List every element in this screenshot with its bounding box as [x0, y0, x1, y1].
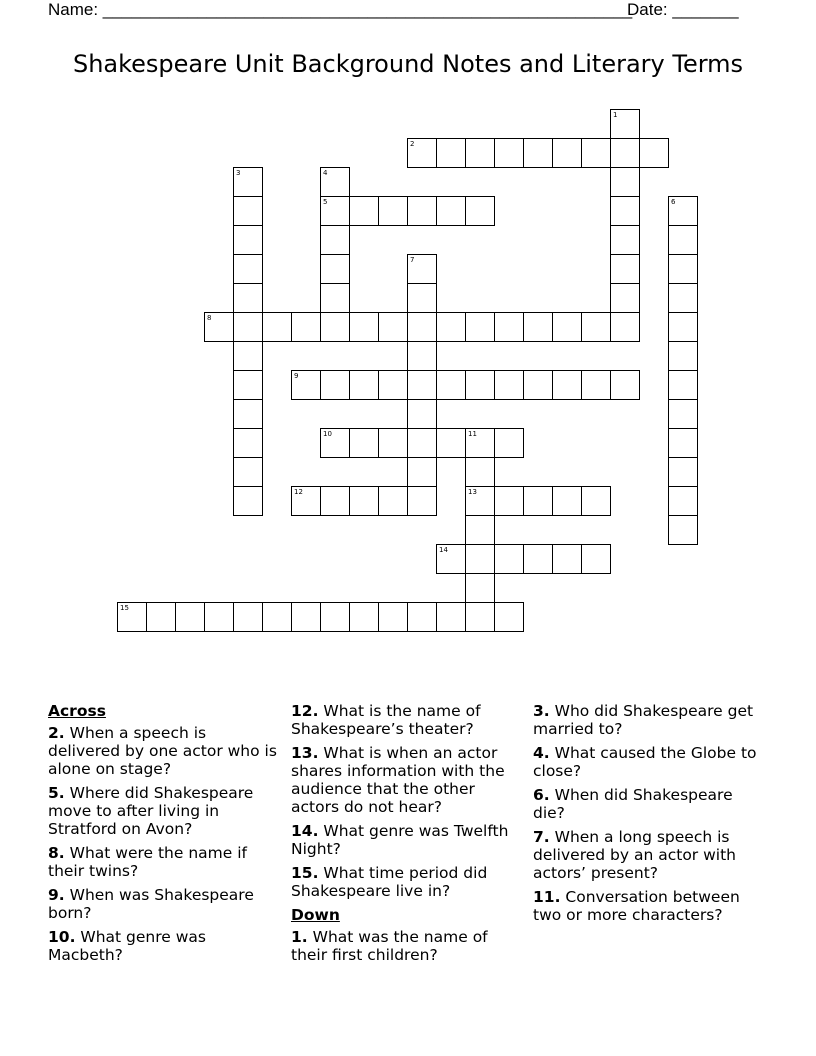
crossword-cell[interactable] — [320, 602, 350, 632]
crossword-cell[interactable] — [378, 428, 408, 458]
clue-number: 3. — [533, 702, 550, 720]
clue-number-label: 5 — [323, 198, 328, 206]
clue-text: When did Shakespeare die? — [533, 786, 733, 822]
crossword-cell[interactable] — [610, 196, 640, 226]
crossword-cell[interactable] — [668, 283, 698, 313]
crossword-cell[interactable] — [494, 544, 524, 574]
clue-text: What is when an actor shares information with the audience that the other actors do not hear? — [291, 744, 505, 816]
crossword-cell[interactable] — [204, 602, 234, 632]
crossword-cell[interactable] — [349, 312, 379, 342]
clue-number: 9. — [48, 886, 65, 904]
clue-number-label: 12 — [294, 488, 303, 496]
crossword-cell[interactable] — [668, 196, 698, 226]
crossword-cell[interactable] — [436, 312, 466, 342]
crossword-cell[interactable] — [320, 428, 350, 458]
crossword-cell[interactable] — [407, 254, 437, 284]
clue-text: Conversation between two or more characters? — [533, 888, 740, 924]
clue-text: What were the name if their twins? — [48, 844, 247, 880]
clue-item — [533, 702, 765, 738]
clue-number-label: 3 — [236, 169, 241, 177]
crossword-cell[interactable] — [639, 138, 669, 168]
clue-text: What caused the Globe to close? — [533, 744, 757, 780]
clue-number: 6. — [533, 786, 550, 804]
crossword-cell[interactable] — [378, 196, 408, 226]
crossword-cell[interactable] — [233, 225, 263, 255]
crossword-cell[interactable] — [291, 370, 321, 400]
clue-item — [533, 828, 765, 882]
crossword-cell[interactable] — [494, 312, 524, 342]
crossword-cell[interactable] — [552, 544, 582, 574]
clue-number: 10. — [48, 928, 76, 946]
crossword-cell[interactable] — [233, 341, 263, 371]
crossword-cell[interactable] — [436, 602, 466, 632]
page-title: Shakespeare Unit Background Notes and Literary Terms — [72, 50, 744, 78]
crossword-cell[interactable] — [407, 138, 437, 168]
clue-number: 5. — [48, 784, 65, 802]
crossword-cell[interactable] — [581, 486, 611, 516]
clue-item — [291, 822, 523, 858]
crossword-cell[interactable] — [233, 254, 263, 284]
crossword-cell[interactable] — [494, 602, 524, 632]
crossword-cell[interactable] — [668, 341, 698, 371]
crossword-cell[interactable] — [320, 370, 350, 400]
crossword-cell[interactable] — [436, 544, 466, 574]
clue-number: 8. — [48, 844, 65, 862]
clue-text: What was the name of their first children? — [291, 928, 488, 964]
clue-item — [48, 784, 280, 838]
crossword-cell[interactable] — [610, 254, 640, 284]
crossword-cell[interactable] — [291, 312, 321, 342]
clue-number-label: 14 — [439, 546, 448, 554]
crossword-cell[interactable] — [407, 312, 437, 342]
crossword-cell[interactable] — [465, 486, 495, 516]
crossword-cell[interactable] — [204, 312, 234, 342]
crossword-cell[interactable] — [378, 486, 408, 516]
crossword-cell[interactable] — [378, 602, 408, 632]
crossword-cell[interactable] — [407, 341, 437, 371]
crossword-cell[interactable] — [233, 167, 263, 197]
clue-number-label: 1 — [613, 111, 618, 119]
clue-text: What genre was Twelfth Night? — [291, 822, 509, 858]
crossword-cell[interactable] — [465, 312, 495, 342]
clue-item — [291, 864, 523, 900]
crossword-cell[interactable] — [233, 370, 263, 400]
crossword-cell[interactable] — [407, 399, 437, 429]
clue-text: When a long speech is delivered by an actor with actors’ present? — [533, 828, 736, 882]
crossword-cell[interactable] — [436, 138, 466, 168]
crossword-cell[interactable] — [465, 370, 495, 400]
crossword-cell[interactable] — [436, 196, 466, 226]
clue-number-label: 11 — [468, 430, 477, 438]
crossword-cell[interactable] — [552, 486, 582, 516]
crossword-cell[interactable] — [320, 486, 350, 516]
crossword-cell[interactable] — [262, 312, 292, 342]
clue-column-2 — [291, 702, 523, 970]
crossword-cell[interactable] — [349, 428, 379, 458]
name-field-label: Name: ________________________________________________________ — [48, 0, 633, 19]
crossword-cell[interactable] — [465, 602, 495, 632]
crossword-cell[interactable] — [320, 254, 350, 284]
crossword-cell[interactable] — [465, 515, 495, 545]
crossword-cell[interactable] — [233, 457, 263, 487]
crossword-cell[interactable] — [117, 602, 147, 632]
crossword-cell[interactable] — [494, 428, 524, 458]
clue-number: 12. — [291, 702, 319, 720]
crossword-cell[interactable] — [552, 138, 582, 168]
clue-number-label: 9 — [294, 372, 299, 380]
clue-number-label: 4 — [323, 169, 328, 177]
crossword-cell[interactable] — [610, 370, 640, 400]
clue-text: Where did Shakespeare move to after living in Stratford on Avon? — [48, 784, 254, 838]
clue-item — [291, 744, 523, 816]
crossword-cell[interactable] — [233, 312, 263, 342]
clue-text: What genre was Macbeth? — [48, 928, 206, 964]
clue-number-label: 6 — [671, 198, 676, 206]
crossword-cell[interactable] — [349, 486, 379, 516]
crossword-cell[interactable] — [610, 283, 640, 313]
clue-text: What is the name of Shakespeare’s theater? — [291, 702, 481, 738]
crossword-cell[interactable] — [407, 283, 437, 313]
crossword-cell[interactable] — [552, 312, 582, 342]
clue-item — [291, 702, 523, 738]
crossword-cell[interactable] — [668, 399, 698, 429]
crossword-cell[interactable] — [465, 428, 495, 458]
clue-item — [533, 744, 765, 780]
crossword-cell[interactable] — [407, 602, 437, 632]
clue-item — [291, 928, 523, 964]
crossword-cell[interactable] — [465, 544, 495, 574]
crossword-cell[interactable] — [436, 428, 466, 458]
clue-item — [48, 844, 280, 880]
clue-column-3 — [533, 702, 765, 930]
crossword-cell[interactable] — [581, 370, 611, 400]
crossword-cell[interactable] — [320, 167, 350, 197]
clue-number-label: 7 — [410, 256, 415, 264]
crossword-cell[interactable] — [320, 283, 350, 313]
crossword-cell[interactable] — [523, 486, 553, 516]
crossword-cell[interactable] — [668, 428, 698, 458]
crossword-cell[interactable] — [668, 486, 698, 516]
crossword-cell[interactable] — [349, 602, 379, 632]
crossword-cell[interactable] — [436, 370, 466, 400]
crossword-cell[interactable] — [494, 370, 524, 400]
crossword-cell[interactable] — [175, 602, 205, 632]
crossword-cell[interactable] — [610, 109, 640, 139]
clue-number: 14. — [291, 822, 319, 840]
crossword-cell[interactable] — [523, 544, 553, 574]
crossword-cell[interactable] — [407, 370, 437, 400]
crossword-cell[interactable] — [233, 283, 263, 313]
crossword-cell[interactable] — [494, 138, 524, 168]
clue-text: Who did Shakespeare get married to? — [533, 702, 754, 738]
clue-number: 11. — [533, 888, 561, 906]
clue-column-1 — [48, 702, 280, 970]
crossword-cell[interactable] — [233, 399, 263, 429]
crossword-cell[interactable] — [668, 254, 698, 284]
clue-text: What time period did Shakespeare live in? — [291, 864, 488, 900]
clue-number: 2. — [48, 724, 65, 742]
crossword-cell[interactable] — [349, 196, 379, 226]
clue-number-label: 8 — [207, 314, 212, 322]
crossword-cell[interactable] — [610, 167, 640, 197]
crossword-cell[interactable] — [668, 312, 698, 342]
clue-text: When was Shakespeare born? — [48, 886, 254, 922]
clue-item — [48, 724, 280, 778]
crossword-cell[interactable] — [233, 196, 263, 226]
crossword-cell[interactable] — [668, 370, 698, 400]
crossword-cell[interactable] — [349, 370, 379, 400]
crossword-cell[interactable] — [494, 486, 524, 516]
crossword-cell[interactable] — [465, 457, 495, 487]
crossword-cell[interactable] — [668, 515, 698, 545]
crossword-cell[interactable] — [233, 602, 263, 632]
crossword-cell[interactable] — [320, 196, 350, 226]
crossword-cell[interactable] — [378, 312, 408, 342]
crossword-cell[interactable] — [262, 602, 292, 632]
crossword-cell[interactable] — [523, 370, 553, 400]
crossword-cell[interactable] — [291, 486, 321, 516]
crossword-cell[interactable] — [552, 370, 582, 400]
clue-text: When a speech is delivered by one actor who is alone on stage? — [48, 724, 277, 778]
clue-number: 1. — [291, 928, 308, 946]
crossword-cell[interactable] — [407, 457, 437, 487]
across-heading: Across — [48, 702, 106, 720]
clue-item — [533, 888, 765, 924]
crossword-cell[interactable] — [320, 312, 350, 342]
crossword-cell[interactable] — [465, 573, 495, 603]
clue-item — [48, 886, 280, 922]
clue-number: 7. — [533, 828, 550, 846]
crossword-cell[interactable] — [291, 602, 321, 632]
clue-number-label: 2 — [410, 140, 415, 148]
crossword-cell[interactable] — [581, 312, 611, 342]
clue-item — [48, 928, 280, 964]
clue-number: 4. — [533, 744, 550, 762]
crossword-cell[interactable] — [581, 544, 611, 574]
crossword-cell[interactable] — [581, 138, 611, 168]
crossword-cell[interactable] — [146, 602, 176, 632]
clue-number-label: 10 — [323, 430, 332, 438]
crossword-cell[interactable] — [610, 225, 640, 255]
crossword-cell[interactable] — [668, 225, 698, 255]
clue-number-label: 13 — [468, 488, 477, 496]
clue-number: 15. — [291, 864, 319, 882]
crossword-cell[interactable] — [233, 428, 263, 458]
crossword-cell[interactable] — [668, 457, 698, 487]
crossword-cell[interactable] — [465, 196, 495, 226]
crossword-cell[interactable] — [233, 486, 263, 516]
clue-number-label: 15 — [120, 604, 129, 612]
clue-number: 13. — [291, 744, 319, 762]
crossword-cell[interactable] — [465, 138, 495, 168]
crossword-cell[interactable] — [320, 225, 350, 255]
crossword-cell[interactable] — [610, 312, 640, 342]
date-field-label: Date: _______ — [627, 0, 739, 19]
crossword-cell[interactable] — [407, 486, 437, 516]
crossword-cell[interactable] — [523, 312, 553, 342]
crossword-cell[interactable] — [523, 138, 553, 168]
crossword-cell[interactable] — [407, 196, 437, 226]
crossword-cell[interactable] — [378, 370, 408, 400]
down-heading: Down — [291, 906, 340, 924]
crossword-cell[interactable] — [407, 428, 437, 458]
crossword-cell[interactable] — [610, 138, 640, 168]
clue-item — [533, 786, 765, 822]
